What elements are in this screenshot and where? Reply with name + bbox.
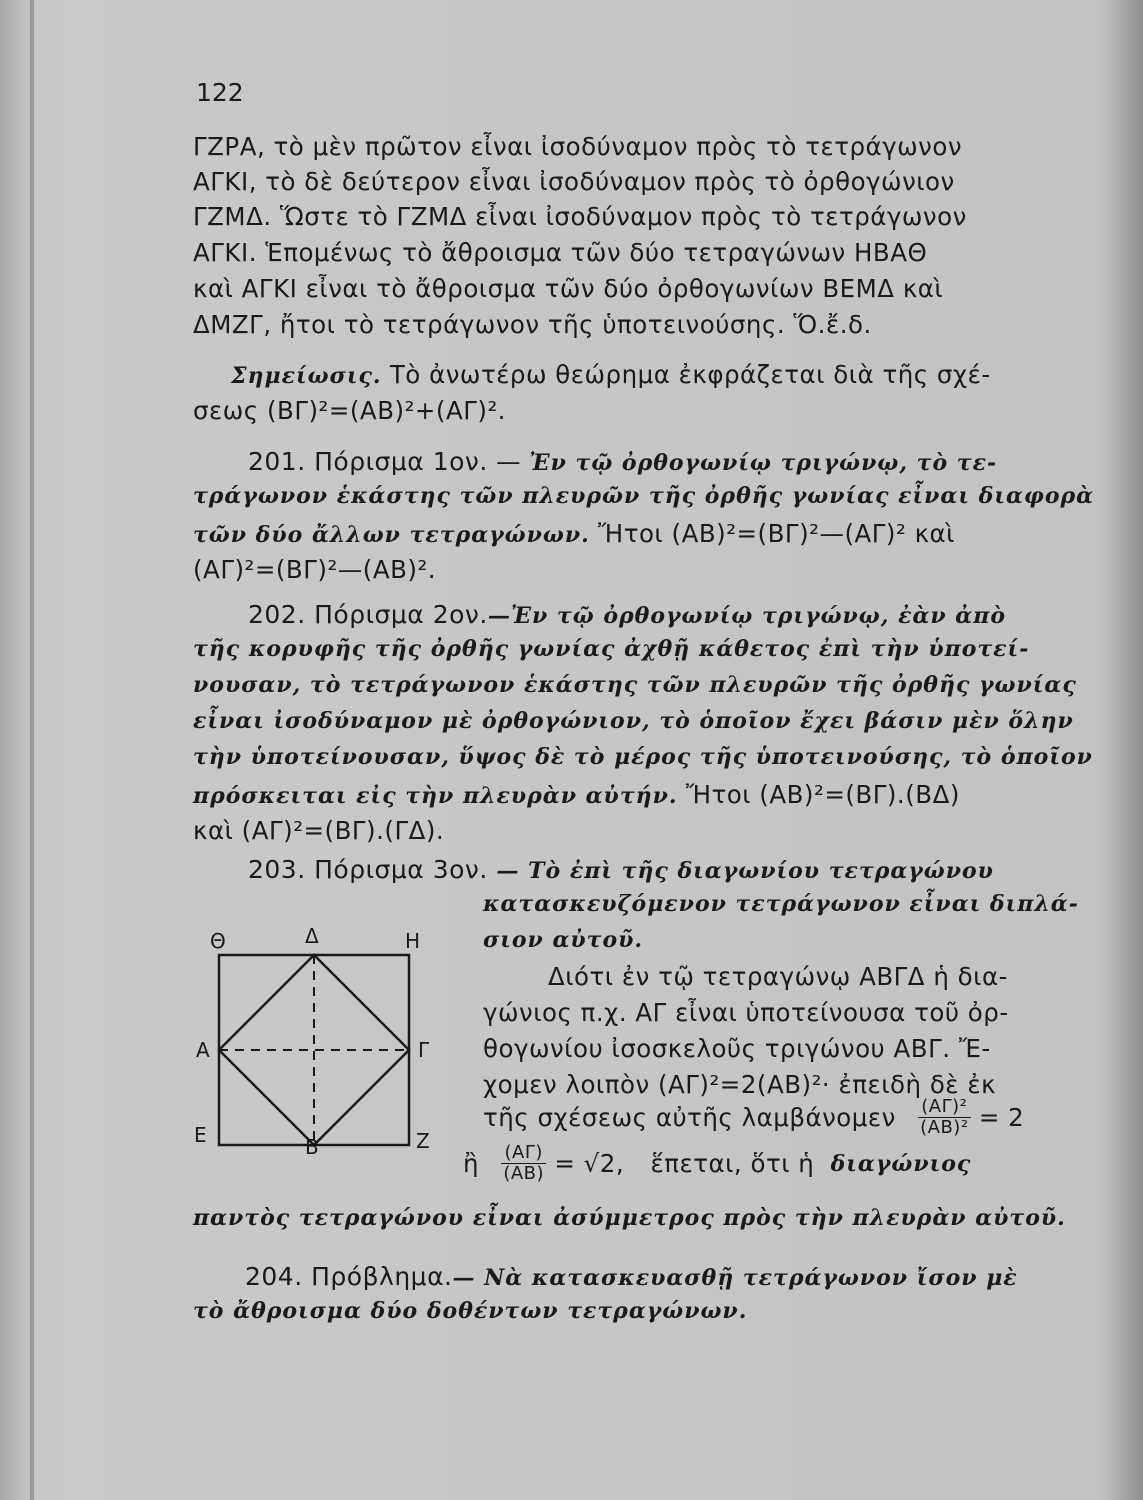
- text-line: ΔΜΖΓ, ἤτοι τὸ τετράγωνον τῆς ὑποτεινούσης. Ὅ.ἔ.δ.: [193, 310, 872, 339]
- corollary-201-formula: (ΑΓ)²=(ΒΓ)²—(ΑΒ)².: [193, 555, 437, 584]
- corollary-202-statement: εἶναι ἰσοδύναμον μὲ ὀρθογώνιον, τὸ ὁποῖον ἔχει βάσιν μὲν ὅλην: [193, 708, 1074, 734]
- proof-text: Διότι ἐν τῷ τετραγώνῳ ΑΒΓΔ ἡ δια-: [548, 962, 1008, 991]
- label-epsilon: Ε: [194, 1123, 207, 1147]
- conclusion-text: παντὸς τετραγώνου εἶναι ἀσύμμετρος πρὸς τὴν πλευρὰν αὐτοῦ.: [193, 1205, 1066, 1231]
- label-delta: Δ: [305, 924, 319, 948]
- corollary-203-statement: — Τὸ ἐπὶ τῆς διαγωνίου τετραγώνου: [487, 858, 994, 884]
- corollary-203-statement: κατασκευζόμενον τετράγωνον εἶναι διπλά-: [483, 891, 1079, 917]
- fraction-denominator: (ΑΒ)²: [920, 1117, 969, 1138]
- page-number: 122: [196, 78, 244, 107]
- corollary-202-statement: τῆς κορυφῆς τῆς ὀρθῆς γωνίας ἀχθῇ κάθετος ἐπὶ τὴν ὑποτεί-: [193, 636, 1030, 662]
- corollary-202-formula: Ἤτοι (ΑΒ)²=(ΒΓ).(ΒΔ): [677, 780, 960, 809]
- text-line: ΓΖΡΑ, τὸ μὲν πρῶτον εἶναι ἰσοδύναμον πρὸς τὸ τετράγωνον: [193, 132, 963, 161]
- proof-text: θογωνίου ἰσοσκελοῦς τριγώνου ΑΒΓ. Ἔ-: [483, 1034, 991, 1063]
- corollary-201-statement: Ἐν τῷ ὀρθογωνίῳ τριγώνῳ, τὸ τε-: [529, 450, 998, 476]
- square-diagonal-figure: [190, 920, 450, 1160]
- label-theta: Θ: [210, 929, 226, 953]
- corollary-201-heading: 201. Πόρισμα 1ον.: [248, 447, 488, 476]
- proof-text: γώνιος π.χ. ΑΓ εἶναι ὑποτείνουσα τοῦ ὀρ-: [483, 998, 1009, 1027]
- dash: —: [487, 447, 530, 476]
- label-gamma: Γ: [418, 1038, 430, 1062]
- corollary-202-statement: νουσαν, τὸ τετράγωνον ἑκάστης τῶν πλευρῶν τῆς ὀρθῆς γωνίας: [193, 672, 1077, 698]
- proof-text: τῆς σχέσεως αὐτῆς λαμβάνομεν: [483, 1103, 896, 1132]
- note-label: Σημείωσις.: [231, 363, 382, 389]
- corollary-202-formula: καὶ (ΑΓ)²=(ΒΓ).(ΓΔ).: [193, 816, 445, 845]
- corollary-201-formula: Ἤτοι (ΑΒ)²=(ΒΓ)²—(ΑΓ)² καὶ: [589, 519, 955, 548]
- fraction-denominator: (ΑΒ): [503, 1163, 545, 1184]
- proof-text: ἢ: [463, 1149, 480, 1178]
- fraction-result: = 2: [978, 1103, 1025, 1132]
- label-beta: Β: [305, 1135, 319, 1159]
- fraction-result: = √2,: [554, 1149, 625, 1178]
- corollary-202-statement: πρόσκειται εἰς τὴν πλευρὰν αὐτήν.: [193, 783, 678, 809]
- page-spine-shadow: [30, 0, 34, 1500]
- label-eta: Η: [405, 929, 421, 953]
- corollary-201-statement: τῶν δύο ἄλλων τετραγώνων.: [193, 522, 590, 548]
- corollary-202-statement: —Ἐν τῷ ὀρθογωνίῳ τριγώνῳ, ἐὰν ἀπὸ: [487, 603, 1006, 629]
- text-line: καὶ ΑΓΚΙ εἶναι τὸ ἄθροισμα τῶν δύο ὀρθογωνίων ΒΕΜΔ καὶ: [193, 274, 944, 303]
- text-line: ΓΖΜΔ. Ὥστε τὸ ΓΖΜΔ εἶναι ἰσοδύναμον πρὸς τὸ τετράγωνον: [193, 202, 967, 231]
- corollary-201-statement: τράγωνον ἑκάστης τῶν πλευρῶν τῆς ὀρθῆς γωνίας εἶναι διαφορὰ: [193, 483, 1095, 509]
- corollary-203-statement: σιον αὐτοῦ.: [483, 927, 644, 953]
- note-formula: σεως (ΒΓ)²=(ΑΒ)²+(ΑΓ)².: [193, 396, 507, 425]
- note-text: Τὸ ἀνωτέρω θεώρημα ἐκφράζεται διὰ τῆς σχέ-: [389, 360, 991, 389]
- proof-text: χομεν λοιπὸν (ΑΓ)²=2(ΑΒ)²· ἐπειδὴ δὲ ἐκ: [483, 1070, 997, 1099]
- conclusion-text: διαγώνιος: [830, 1150, 972, 1177]
- problem-204-heading: 204. Πρόβλημα.: [245, 1262, 453, 1291]
- text-line: ΑΓΚΙ, τὸ δὲ δεύτερον εἶναι ἰσοδύναμον πρὸς τὸ ὀρθογώνιον: [193, 167, 955, 196]
- fraction-numerator: (ΑΓ): [501, 1143, 546, 1164]
- fraction-ag-ab: [501, 1143, 546, 1184]
- label-alpha: Α: [196, 1038, 210, 1062]
- proof-text: ἕπεται, ὅτι ἡ: [650, 1149, 815, 1178]
- label-zeta: Ζ: [416, 1129, 430, 1153]
- corollary-203-heading: 203. Πόρισμα 3ον.: [248, 855, 488, 884]
- fraction-numerator: (ΑΓ)²: [918, 1097, 970, 1118]
- text-line: ΑΓΚΙ. Ἑπομένως τὸ ἄθροισμα τῶν δύο τετραγώνων ΗΒΑΘ: [193, 238, 928, 267]
- corollary-202-statement: τὴν ὑποτείνουσαν, ὕψος δὲ τὸ μέρος τῆς ὑποτεινούσης, τὸ ὁποῖον: [193, 744, 1093, 770]
- fraction-ag2-ab2: [918, 1097, 970, 1138]
- problem-204-statement: — Νὰ κατασκευασθῇ τετράγωνον ἴσον μὲ: [452, 1265, 1018, 1291]
- problem-204-statement: τὸ ἄθροισμα δύο δοθέντων τετραγώνων.: [193, 1298, 748, 1324]
- corollary-202-heading: 202. Πόρισμα 2ον.: [248, 600, 488, 629]
